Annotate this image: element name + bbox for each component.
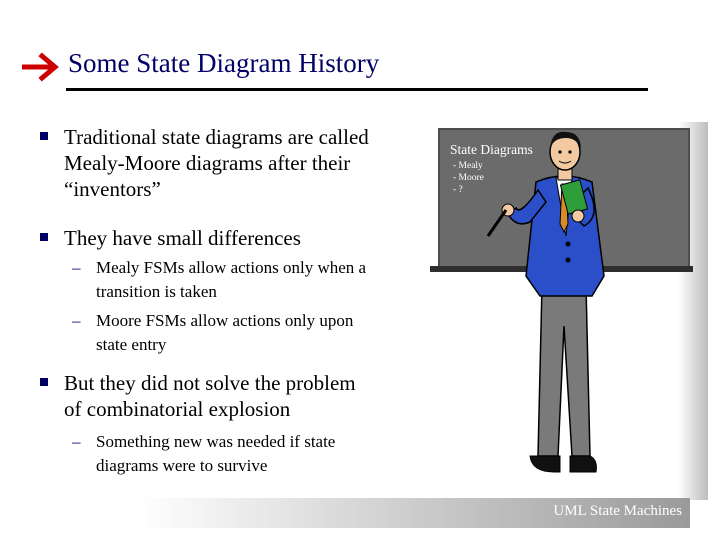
sub-bullet-text: Mealy FSMs allow actions only when a transition is taken (96, 258, 367, 301)
chalkboard-item: - Mealy (453, 161, 483, 171)
footer-text: UML State Machines (553, 503, 682, 519)
bullet-text: They have small differences (64, 226, 301, 250)
sub-bullet-dash: – (72, 311, 81, 330)
arrow-icon (22, 50, 62, 84)
bullet-marker (40, 132, 48, 140)
bullet-marker (40, 233, 48, 241)
sub-bullet-dash: – (72, 258, 81, 277)
title-underline (66, 88, 648, 91)
teacher-illustration (480, 126, 610, 496)
sub-bullet-dash: – (72, 432, 81, 451)
slide-title: Some State Diagram History (68, 48, 380, 78)
chalkboard-title: State Diagrams (450, 142, 533, 157)
bullet-text: Traditional state diagrams are called Mealy-Moore diagrams after their “inventors” (64, 125, 369, 201)
chalkboard-item: - ? (453, 185, 463, 195)
bullet-marker (40, 378, 48, 386)
bullet-text: But they did not solve the problem of combinatorial explosion (64, 371, 356, 421)
sub-bullet-text: Something new was needed if state diagrams were to survive (96, 432, 336, 475)
sub-bullet-text: Moore FSMs allow actions only upon state entry (96, 311, 354, 354)
chalkboard-item: - Moore (453, 173, 484, 183)
